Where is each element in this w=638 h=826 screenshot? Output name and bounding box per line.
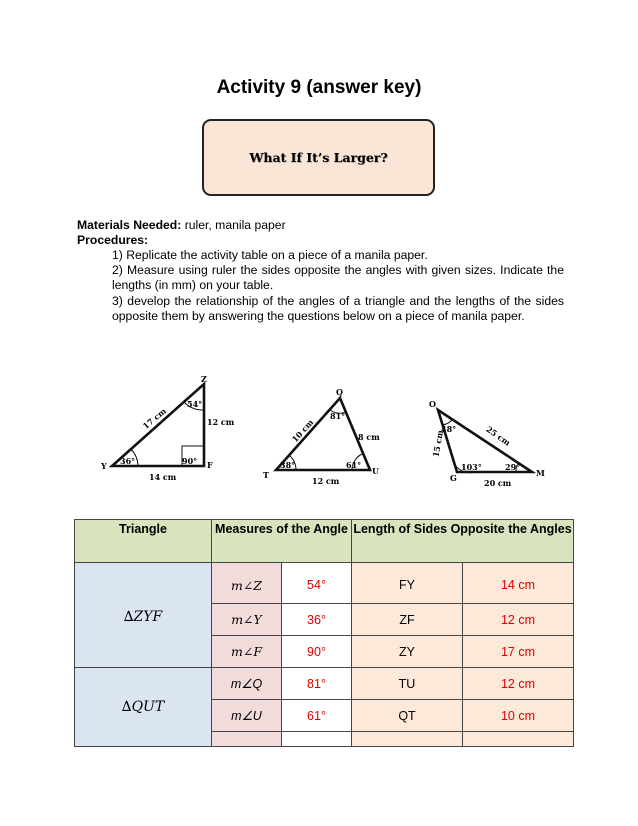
vertex-z: Z — [201, 374, 207, 384]
table-header-row — [75, 520, 574, 563]
measure-cell-empty — [282, 732, 352, 747]
vertex-t: T — [263, 470, 269, 480]
angle-u-label: 61° — [346, 460, 362, 470]
angle-q-label: 81° — [330, 411, 346, 421]
triangle-figures — [0, 370, 638, 500]
side-og-label: 15 cm — [430, 429, 446, 458]
page-title: Activity 9 (answer key) — [216, 77, 422, 98]
side-qt-label: 10 cm — [289, 417, 316, 445]
triangle-cell: ∆QUT — [75, 668, 212, 747]
length-cell: 12 cm — [463, 604, 574, 636]
side-cell: ZY — [352, 636, 463, 668]
triangle-cell: ∆ZYF — [75, 563, 212, 668]
length-cell: 17 cm — [463, 636, 574, 668]
length-cell-empty — [463, 732, 574, 747]
vertex-o: O — [429, 399, 436, 409]
side-tu-label: 12 cm — [312, 476, 340, 486]
angle-cell: m∠Q — [212, 668, 282, 700]
activity-table — [74, 519, 574, 747]
side-cell: ZF — [352, 604, 463, 636]
step-2: 2) Measure using ruler the sides opposite the angles with given sizes. Indicate the lengths (in mm) on your table. — [112, 263, 564, 293]
materials-label: Materials Needed: — [77, 218, 182, 232]
triangle-ogm — [429, 399, 545, 488]
angle-m-label: 29° — [505, 462, 521, 472]
angle-o-label: 48° — [441, 424, 457, 434]
table-row — [75, 668, 574, 700]
angle-cell: m∠Z — [212, 563, 282, 604]
header-lengths: Length of Sides Opposite the Angles — [352, 520, 574, 563]
measure-cell: 36° — [282, 604, 352, 636]
side-yf-label: 14 cm — [149, 472, 177, 482]
angle-cell: m∠Y — [212, 604, 282, 636]
length-cell: 10 cm — [463, 700, 574, 732]
length-cell: 12 cm — [463, 668, 574, 700]
vertex-u: U — [372, 466, 379, 476]
vertex-m: M — [536, 468, 545, 478]
measure-cell: 90° — [282, 636, 352, 668]
materials-line — [77, 218, 286, 232]
side-gm-label: 20 cm — [484, 478, 512, 488]
side-cell: QT — [352, 700, 463, 732]
angle-cell-empty — [212, 732, 282, 747]
side-cell: TU — [352, 668, 463, 700]
side-cell-empty — [352, 732, 463, 747]
measure-cell: 61° — [282, 700, 352, 732]
vertex-g: G — [450, 473, 457, 483]
length-cell: 14 cm — [463, 563, 574, 604]
angle-cell: m∠U — [212, 700, 282, 732]
side-qu-label: 8 cm — [358, 432, 380, 442]
measure-cell: 81° — [282, 668, 352, 700]
side-cell: FY — [352, 563, 463, 604]
angle-t-label: 38° — [280, 460, 296, 470]
procedure-steps — [112, 248, 564, 324]
step-3: 3) develop the relationship of the angles of a triangle and the lengths of the sides opposite them by answering the questions below on a piece of manila paper. — [112, 293, 564, 323]
side-om-label: 25 cm — [484, 423, 513, 448]
angle-y-label: 36° — [120, 456, 136, 466]
vertex-f: F — [207, 460, 213, 470]
triangles-svg — [0, 370, 638, 500]
table-row — [75, 563, 574, 604]
triangle-zyf — [100, 374, 235, 482]
side-zf-label: 12 cm — [207, 417, 235, 427]
materials-text: ruler, manila paper — [181, 218, 286, 232]
procedures-label: Procedures: — [77, 233, 149, 247]
vertex-y: Y — [101, 461, 107, 471]
measure-cell: 54° — [282, 563, 352, 604]
vertex-q: Q — [336, 387, 343, 397]
side-zy-label: 17 cm — [140, 405, 168, 431]
angle-cell: m∠F — [212, 636, 282, 668]
angle-g-label: 103° — [461, 462, 482, 472]
step-1: 1) Replicate the activity table on a piece of a manila paper. — [112, 248, 428, 262]
angle-z-label: 54° — [187, 399, 203, 409]
header-triangle: Triangle — [75, 520, 212, 563]
header-measures: Measures of the Angle — [212, 520, 352, 563]
banner-title: What If It’s Larger? — [249, 150, 388, 165]
angle-f-label: 90° — [182, 456, 198, 466]
triangle-qut — [263, 387, 380, 486]
activity-banner — [202, 119, 435, 196]
